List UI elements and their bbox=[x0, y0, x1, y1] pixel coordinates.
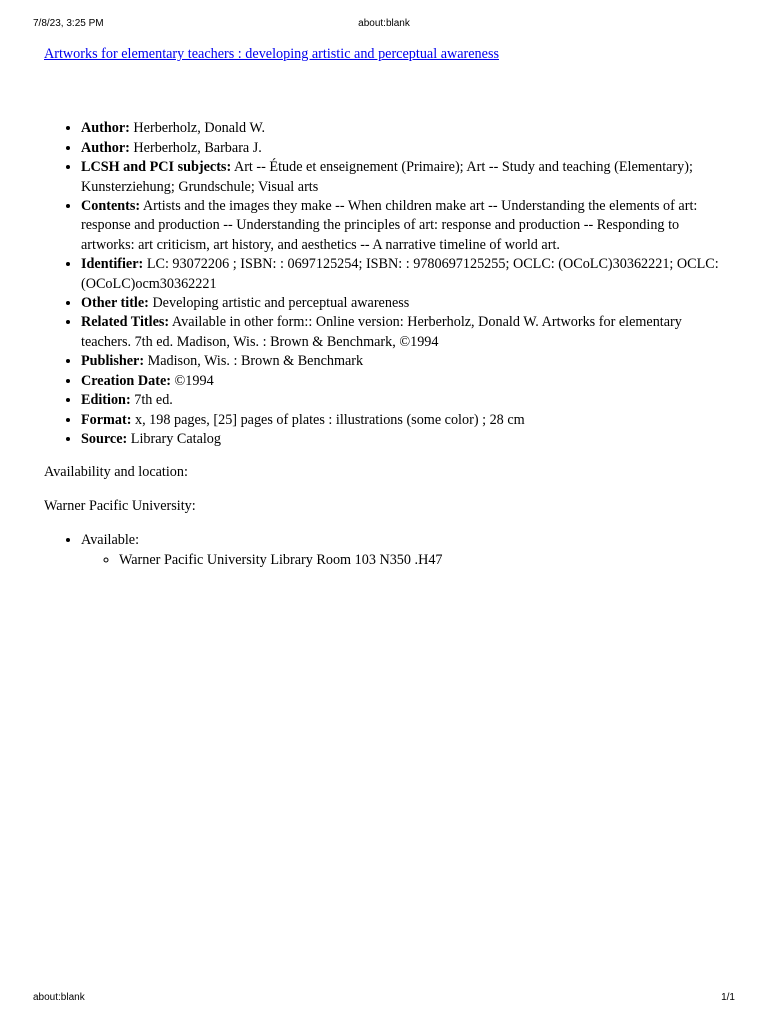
field-edition bbox=[81, 391, 734, 410]
field-value: LC: 93072206 ; ISBN: : 0697125254; ISBN: : 9780697125255; OCLC: (OCoLC)30362221; OCLC: (OCoLC)ocm30362221 bbox=[81, 256, 719, 292]
field-value: Available in other form:: Online version: Herberholz, Donald W. Artworks for elementary teachers. 7th ed. Madison, Wis. : Brown & Benchmark, ©1994 bbox=[81, 314, 682, 350]
field-value: Madison, Wis. : Brown & Benchmark bbox=[147, 353, 364, 370]
field-label: Related Titles: bbox=[81, 314, 170, 331]
field-author-2 bbox=[81, 139, 734, 158]
field-label: Format: bbox=[81, 411, 132, 428]
field-label: Contents: bbox=[81, 198, 141, 215]
field-label: Author: bbox=[81, 120, 130, 137]
field-publisher bbox=[81, 352, 734, 371]
field-author-1 bbox=[81, 119, 734, 138]
print-header bbox=[33, 18, 735, 32]
field-label: Source: bbox=[81, 430, 128, 447]
location-list bbox=[81, 551, 734, 570]
field-value: Herberholz, Donald W. bbox=[133, 120, 266, 137]
field-label: Other title: bbox=[81, 295, 149, 312]
field-label: Author: bbox=[81, 139, 130, 156]
field-creation-date bbox=[81, 372, 734, 391]
footer-page-url: about:blank bbox=[33, 992, 85, 1003]
record-fields-list bbox=[44, 119, 734, 449]
field-label: Edition: bbox=[81, 392, 131, 409]
field-value: Art -- Étude et enseignement (Primaire); Art -- Study and teaching (Elementary); Kunsterziehung; Grundschule; Visual arts bbox=[81, 159, 693, 195]
print-footer bbox=[33, 992, 735, 1006]
field-value: 7th ed. bbox=[134, 392, 173, 409]
field-value: Artists and the images they make -- When children make art -- Understanding the elements of art: response and production -- Understanding the principles of art: response and production -- Responding to artworks: art criticism, art history, and aesthetics -- A narrative timeline of world art. bbox=[81, 198, 698, 253]
field-label: Identifier: bbox=[81, 256, 144, 273]
field-value: Herberholz, Barbara J. bbox=[133, 139, 262, 156]
availability-status-item bbox=[81, 531, 734, 570]
field-value: x, 198 pages, [25] pages of plates : illustrations (some color) ; 28 cm bbox=[134, 411, 525, 428]
field-contents bbox=[81, 197, 734, 255]
field-label: Publisher: bbox=[81, 353, 145, 370]
availability-status: Available: bbox=[81, 532, 140, 549]
institution-name: Warner Pacific University: bbox=[44, 497, 196, 514]
record-title-link[interactable]: Artworks for elementary teachers : developing artistic and perceptual awareness bbox=[44, 46, 499, 62]
field-identifier bbox=[81, 255, 734, 294]
field-source bbox=[81, 430, 734, 449]
print-page-url: about:blank bbox=[358, 18, 410, 29]
print-datetime: 7/8/23, 3:25 PM bbox=[33, 18, 104, 29]
field-value: Library Catalog bbox=[130, 430, 221, 447]
field-subjects bbox=[81, 158, 734, 197]
footer-page-number: 1/1 bbox=[721, 992, 735, 1003]
availability-heading: Availability and location: bbox=[44, 464, 188, 481]
field-related-titles bbox=[81, 313, 734, 352]
location-item: ◦ Warner Pacific University Library Room 103 N350 .H47 bbox=[119, 551, 734, 570]
field-label: LCSH and PCI subjects: bbox=[81, 159, 232, 176]
field-label: Creation Date: bbox=[81, 372, 171, 389]
field-format bbox=[81, 411, 734, 430]
record-content bbox=[44, 45, 734, 570]
field-value: Developing artistic and perceptual awareness bbox=[152, 295, 410, 312]
field-other-title bbox=[81, 294, 734, 313]
field-value: ©1994 bbox=[174, 372, 214, 389]
availability-list bbox=[44, 531, 734, 570]
